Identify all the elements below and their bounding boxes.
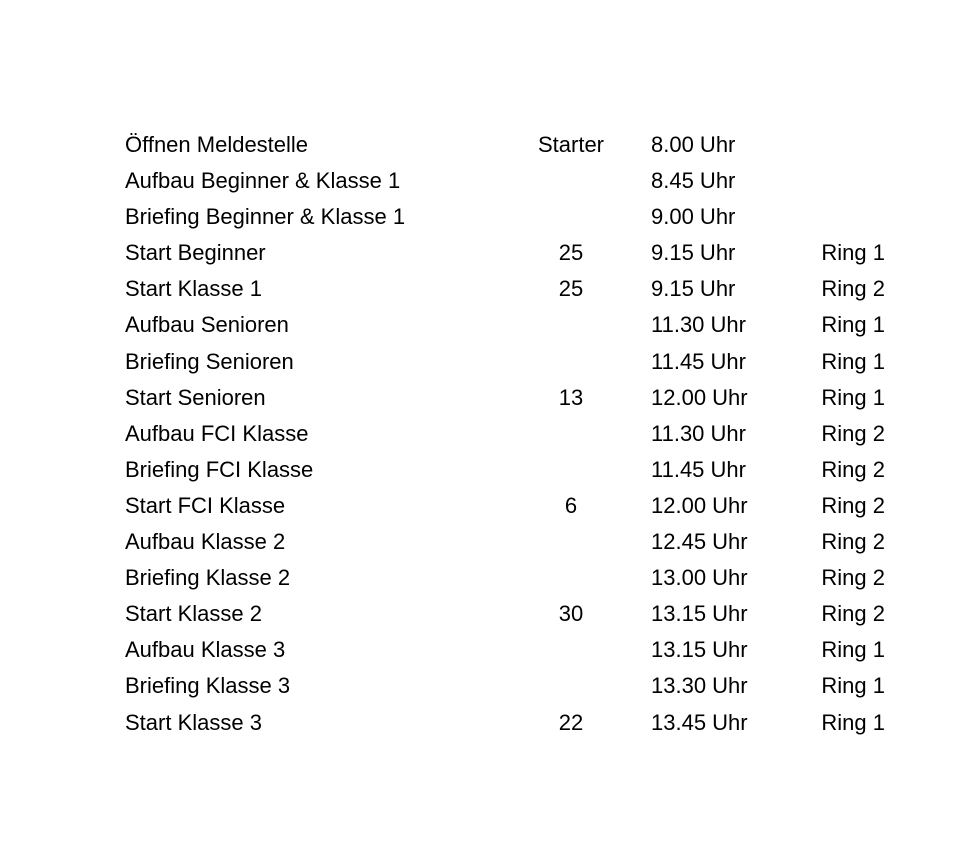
- schedule-row: [125, 380, 885, 416]
- start-time: 8.45 Uhr: [651, 168, 736, 194]
- schedule-row: [125, 705, 885, 741]
- event-name: Aufbau Klasse 3: [125, 637, 286, 663]
- event-name: Start Klasse 1: [125, 276, 262, 302]
- start-time: 11.30 Uhr: [651, 420, 746, 446]
- event-name: Briefing Klasse 3: [125, 673, 291, 699]
- schedule-row: [125, 524, 885, 560]
- schedule-row: [125, 235, 885, 271]
- schedule-row: [125, 416, 885, 452]
- schedule-row: [125, 127, 885, 163]
- schedule-row: [125, 163, 885, 199]
- schedule-table: [125, 127, 885, 741]
- start-time: 11.45 Uhr: [651, 456, 746, 482]
- ring-label: Ring 2: [821, 529, 885, 555]
- ring-label: Ring 1: [821, 637, 885, 663]
- start-time: 9.15 Uhr: [651, 240, 736, 266]
- ring-label: Ring 2: [821, 565, 885, 591]
- event-name: Aufbau Beginner & Klasse 1: [125, 168, 401, 194]
- schedule-row: [125, 307, 885, 343]
- event-name: Start FCI Klasse: [125, 492, 286, 518]
- schedule-row: [125, 199, 885, 235]
- schedule-row: [125, 560, 885, 596]
- starter-count: 25: [558, 276, 584, 302]
- start-time: 12.45 Uhr: [651, 529, 748, 555]
- starter-count: 13: [558, 384, 584, 410]
- ring-label: Ring 2: [821, 492, 885, 518]
- start-time: 9.00 Uhr: [651, 204, 736, 230]
- ring-label: Ring 1: [821, 673, 885, 699]
- schedule-row: [125, 271, 885, 307]
- event-name: Start Klasse 3: [125, 709, 262, 735]
- schedule-row: [125, 452, 885, 488]
- ring-label: Ring 1: [821, 709, 885, 735]
- event-name: Aufbau Klasse 2: [125, 529, 286, 555]
- start-time: 11.45 Uhr: [651, 348, 746, 374]
- ring-label: Ring 2: [821, 456, 885, 482]
- starter-count: 22: [558, 709, 584, 735]
- starter-count: 25: [558, 240, 584, 266]
- start-time: 13.15 Uhr: [651, 637, 748, 663]
- ring-label: Ring 2: [821, 276, 885, 302]
- schedule-row: [125, 596, 885, 632]
- start-time: 9.15 Uhr: [651, 276, 736, 302]
- start-time: 13.15 Uhr: [651, 601, 748, 627]
- starter-count: Starter: [537, 132, 605, 157]
- ring-label: Ring 1: [821, 240, 885, 266]
- event-name: Briefing Senioren: [125, 348, 294, 374]
- schedule-row: [125, 344, 885, 380]
- ring-label: Ring 1: [821, 348, 885, 374]
- start-time: 13.30 Uhr: [651, 673, 748, 699]
- event-name: Briefing FCI Klasse: [125, 456, 314, 482]
- start-time: 8.00 Uhr: [651, 132, 736, 157]
- start-time: 13.45 Uhr: [651, 709, 748, 735]
- event-name: Start Senioren: [125, 384, 266, 410]
- start-time: 11.30 Uhr: [651, 312, 746, 338]
- event-name: Briefing Beginner & Klasse 1: [125, 204, 406, 230]
- event-name: Öffnen Meldestelle: [125, 132, 309, 157]
- starter-count: 30: [558, 601, 584, 627]
- event-name: Aufbau Senioren: [125, 312, 289, 338]
- ring-label: Ring 1: [821, 312, 885, 338]
- ring-label: Ring 2: [821, 601, 885, 627]
- ring-label: Ring 1: [821, 384, 885, 410]
- event-name: Start Klasse 2: [125, 601, 262, 627]
- event-name: Briefing Klasse 2: [125, 565, 291, 591]
- schedule-row: [125, 488, 885, 524]
- starter-count: 6: [564, 492, 578, 518]
- event-name: Aufbau FCI Klasse: [125, 420, 309, 446]
- start-time: 12.00 Uhr: [651, 384, 748, 410]
- schedule-row: [125, 632, 885, 668]
- start-time: 12.00 Uhr: [651, 492, 748, 518]
- ring-label: Ring 2: [821, 420, 885, 446]
- event-name: Start Beginner: [125, 240, 266, 266]
- schedule-row: [125, 668, 885, 704]
- start-time: 13.00 Uhr: [651, 565, 748, 591]
